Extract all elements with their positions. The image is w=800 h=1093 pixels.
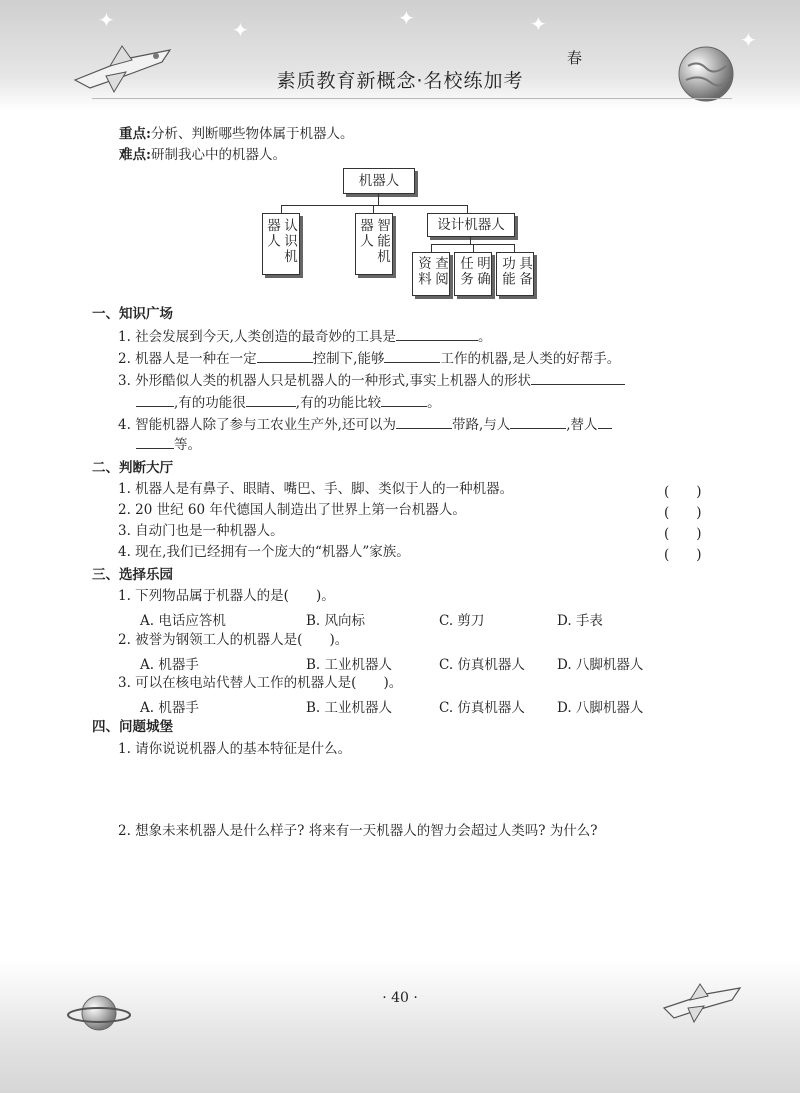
s2-item-1: 1. 机器人是有鼻子、眼睛、嘴巴、手、脚、类似于人的一种机器。 — [118, 481, 514, 497]
s4-question-2: 2. 想象未来机器人是什么样子? 将来有一天机器人的智力会超过人类吗? 为什么? — [118, 823, 598, 839]
answer-blank[interactable] — [384, 349, 440, 363]
s3-question-1: 1. 下列物品属于机器人的是( )。 — [118, 588, 335, 604]
option-c[interactable]: C. 仿真机器人 — [439, 657, 525, 673]
s3-question-3: 3. 可以在核电站代替人工作的机器人是( )。 — [118, 675, 403, 691]
answer-paren[interactable]: ( ) — [664, 484, 702, 500]
s1-question-1: 1. 社会发展到今天,人类创造的最奇妙的工具是 。 — [118, 329, 492, 345]
section-2-title: 二、判断大厅 — [92, 460, 173, 476]
answer-blank[interactable] — [257, 349, 313, 363]
answer-blank[interactable] — [136, 435, 174, 449]
key-point: 重点:分析、判断哪些物体属于机器人。 — [119, 126, 354, 142]
answer-paren[interactable]: ( ) — [664, 547, 702, 563]
option-b[interactable]: B. 工业机器人 — [306, 700, 393, 716]
star-icon: ✦ — [232, 18, 249, 42]
diagram-sub-3: 具备功能 — [496, 252, 534, 296]
s1-question-4-cont: 等。 — [136, 435, 201, 454]
option-a[interactable]: A. 机器手 — [140, 657, 199, 673]
s2-item-4: 4. 现在,我们已经拥有一个庞大的“机器人”家族。 — [118, 544, 410, 560]
option-a[interactable]: A. 机器手 — [140, 700, 199, 716]
answer-blank[interactable] — [136, 393, 174, 407]
star-icon: ✦ — [98, 8, 115, 32]
answer-paren[interactable]: ( ) — [664, 526, 702, 542]
option-d[interactable]: D. 手表 — [557, 613, 603, 629]
option-b[interactable]: B. 风向标 — [306, 613, 366, 629]
section-1-title: 一、知识广场 — [92, 306, 173, 322]
option-b[interactable]: B. 工业机器人 — [306, 657, 393, 673]
answer-blank[interactable] — [246, 393, 296, 407]
book-title: 素质教育新概念·名校练加考 — [276, 70, 524, 92]
diagram-root: 机器人 — [343, 168, 415, 194]
diagram-right: 设计机器人 — [427, 213, 515, 237]
answer-blank[interactable] — [598, 415, 612, 429]
option-a[interactable]: A. 电话应答机 — [140, 613, 226, 629]
diagram-sub-1: 查阅资料 — [412, 252, 450, 296]
difficult-point: 难点:研制我心中的机器人。 — [119, 147, 286, 163]
page-number: · 40 · — [382, 990, 418, 1006]
season-label: 春 — [567, 49, 583, 67]
s4-question-1: 1. 请你说说机器人的基本特征是什么。 — [118, 741, 352, 757]
s1-question-4: 4. 智能机器人除了参与工农业生产外,还可以为 带路,与人 ,替人 — [118, 415, 612, 434]
section-3-title: 三、选择乐园 — [92, 567, 173, 583]
diagram-left: 认识机器人 — [262, 213, 300, 275]
diagram-middle: 智能机器人 — [355, 213, 393, 275]
s2-item-3: 3. 自动门也是一种机器人。 — [118, 523, 284, 539]
section-4-title: 四、问题城堡 — [92, 719, 173, 735]
s2-item-2: 2. 20 世纪 60 年代德国人制造出了世界上第一台机器人。 — [118, 502, 466, 518]
answer-blank[interactable] — [396, 415, 452, 429]
star-icon: ✦ — [398, 6, 415, 30]
s1-question-3-cont: ,有的功能很 ,有的功能比较 。 — [136, 393, 441, 412]
diagram-sub-2: 明确任务 — [454, 252, 492, 296]
star-icon: ✦ — [530, 12, 547, 36]
option-d[interactable]: D. 八脚机器人 — [557, 657, 644, 673]
s3-question-2: 2. 被誉为钢领工人的机器人是( )。 — [118, 632, 349, 648]
answer-blank[interactable] — [510, 415, 566, 429]
answer-blank[interactable] — [381, 393, 427, 407]
header-divider — [92, 98, 732, 99]
answer-paren[interactable]: ( ) — [664, 505, 702, 521]
star-icon: ✦ — [740, 28, 757, 52]
s1-question-3: 3. 外形酷似人类的机器人只是机器人的一种形式,事实上机器人的形状 — [118, 371, 625, 390]
option-d[interactable]: D. 八脚机器人 — [557, 700, 644, 716]
s1-question-2: 2. 机器人是一种在一定 控制下,能够 工作的机器,是人类的好帮手。 — [118, 351, 621, 367]
option-c[interactable]: C. 剪刀 — [439, 613, 485, 629]
option-c[interactable]: C. 仿真机器人 — [439, 700, 525, 716]
answer-blank[interactable] — [396, 327, 478, 341]
answer-blank[interactable] — [531, 371, 625, 385]
